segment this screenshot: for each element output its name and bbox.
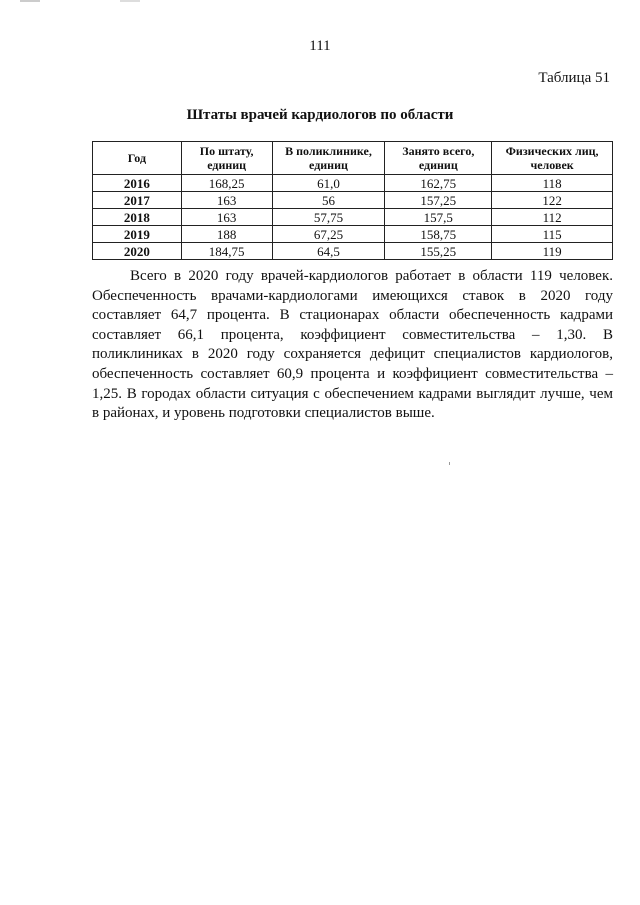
header-occupied-units: Занято всего, единиц	[385, 142, 492, 175]
cell-physical-persons: 119	[492, 243, 613, 260]
cell-physical-persons: 122	[492, 192, 613, 209]
cell-physical-persons: 112	[492, 209, 613, 226]
cell-polyclinic-units: 56	[272, 192, 385, 209]
table-row	[93, 226, 613, 243]
body-text	[92, 267, 613, 424]
scan-speck	[449, 462, 450, 465]
cell-staff-units: 188	[181, 226, 272, 243]
cell-occupied-units: 157,5	[385, 209, 492, 226]
cell-occupied-units: 162,75	[385, 175, 492, 192]
cell-occupied-units: 158,75	[385, 226, 492, 243]
header-physical-persons: Физических лиц, человек	[492, 142, 613, 175]
header-staff-units: По штату, единиц	[181, 142, 272, 175]
cell-physical-persons: 118	[492, 175, 613, 192]
table-title: Штаты врачей кардиологов по области	[186, 107, 454, 123]
body-paragraph: Всего в 2020 году врачей-кардиологов работает в области 119 человек. Обеспеченность врачами-кардиологами имеющихся ставок в 2020 году составляет 64,7 процента. В стационарах области обеспеченность кадрами составляет 66,1 процента, коэффициент совместительства – 1,30. В поликлиниках в 2020 году сохраняется дефицит специалистов кардиологов, обеспеченность составляет 60,9 процента и коэффициент совместительства – 1,25. В городах области ситуация с обеспечением кадрами выглядит лучше, чем в районах, и уровень подготовки специалистов выше.	[92, 268, 613, 422]
cell-physical-persons: 115	[492, 226, 613, 243]
cell-year: 2019	[93, 226, 182, 243]
cell-staff-units: 163	[181, 209, 272, 226]
cell-year: 2018	[93, 209, 182, 226]
table-row	[93, 243, 613, 260]
cell-year: 2016	[93, 175, 182, 192]
cardiologists-staff-table	[92, 141, 613, 260]
page-number: 111	[309, 38, 331, 54]
cell-year: 2020	[93, 243, 182, 260]
cell-year: 2017	[93, 192, 182, 209]
cell-occupied-units: 155,25	[385, 243, 492, 260]
cell-polyclinic-units: 67,25	[272, 226, 385, 243]
table-row	[93, 192, 613, 209]
cell-polyclinic-units: 57,75	[272, 209, 385, 226]
cell-staff-units: 163	[181, 192, 272, 209]
table-header-row	[93, 142, 613, 175]
table-row	[93, 209, 613, 226]
cell-polyclinic-units: 64,5	[272, 243, 385, 260]
header-year: Год	[93, 142, 182, 175]
cell-occupied-units: 157,25	[385, 192, 492, 209]
cell-polyclinic-units: 61,0	[272, 175, 385, 192]
header-polyclinic-units: В поликлинике, единиц	[272, 142, 385, 175]
table-label: Таблица 51	[538, 70, 610, 86]
table-row	[93, 175, 613, 192]
scan-top-edge	[0, 0, 640, 2]
cell-staff-units: 184,75	[181, 243, 272, 260]
cell-staff-units: 168,25	[181, 175, 272, 192]
